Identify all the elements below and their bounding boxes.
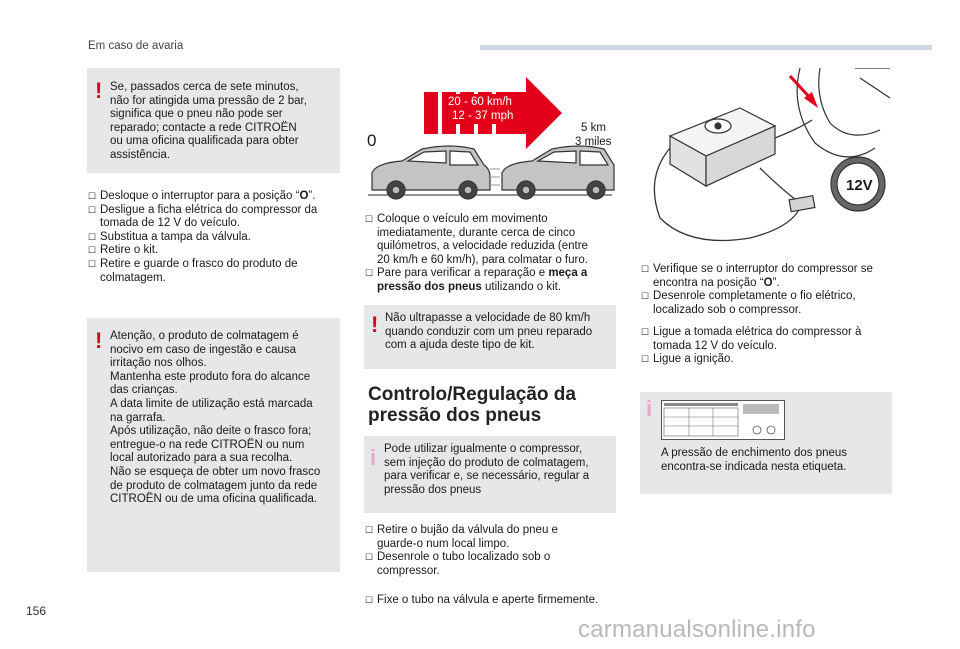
info-i-icon: i [370,445,377,470]
distance-km-label: 5 km [581,122,606,134]
list-item: ☐ Desligue a ficha elétrica do compressor da tomada de 12 V do veículo. [88,203,318,230]
list-item: ☐ Desloque o interruptor para a posição “O”. [88,190,316,202]
compressor-icon [670,108,775,186]
steps-fix-list [365,594,625,608]
list-item: ☐ Substitua a tampa da válvula. [88,230,251,243]
checkbox-bullet-icon: ☐ [365,268,374,279]
checkbox-bullet-icon: ☐ [88,204,97,215]
steps-connect-list [641,326,901,367]
checkbox-bullet-icon: ☐ [641,291,650,302]
running-header: Em caso de avaria [88,40,184,52]
steps-drive-list [365,213,615,295]
warning-speed-text: Não ultrapasse a velocidade de 80 km/h quando conduzir com um pneu reparado com a ajuda deste tipo de kit. [385,312,593,352]
warning-pressure-text: Se, passados cerca de sete minutos, não for atingida uma pressão de 2 bar, significa que o pneu não pode ser reparado; contacte a rede CITROËN ou uma oficina qualificada para obter assistência. [110,81,307,161]
list-item: ☐ Ligue a tomada elétrica do compressor à tomada 12 V do veículo. [641,326,862,352]
list-item: ☐ Verifique se o interruptor do compressor se encontra na posição “O”. [641,263,873,289]
compressor-illustration [640,68,890,248]
list-item: ☐ Retire o bujão da válvula do pneu e guarde-o num local limpo. [365,524,558,550]
list-item: ☐ Retire e guarde o frasco do produto de colmatagem. [88,257,298,284]
speed-kmh-label: 20 - 60 km/h [448,96,512,108]
info-label-text: A pressão de enchimento dos pneus encontra-se indicada nesta etiqueta. [661,447,848,473]
start-label: 0 [367,131,377,150]
steps-valve-list [365,524,615,578]
info-compressor-text: Pode utilizar igualmente o compressor, sem injeção do produto de colmatagem, para verificar e, se necessário, regular a pressão dos pneus [384,443,590,496]
checkbox-bullet-icon: ☐ [88,245,97,256]
section-title: Controlo/Regulação da pressão dos pneus [368,384,576,426]
tyre-icon [797,68,890,157]
page-number: 156 [26,604,47,618]
list-item: ☐ Fixe o tubo na válvula e aperte firmemente. [365,594,599,606]
checkbox-bullet-icon: ☐ [88,191,97,201]
checkbox-bullet-icon: ☐ [641,354,650,365]
list-item: ☐ Desenrole o tubo localizado sob o compressor. [365,551,551,577]
info-i-icon: i [646,396,653,421]
checkbox-bullet-icon: ☐ [365,525,374,535]
watermark: carmanualsonline.info [578,616,816,643]
list-item: ☐ Retire o kit. [88,244,159,257]
list-item: ☐ Desenrole completamente o fio elétrico, localizado sob o compressor. [641,290,856,316]
header-bar [480,45,932,50]
checkbox-bullet-icon: ☐ [365,552,374,563]
warning-exclamation-icon: ! [95,78,103,103]
list-item: ☐ Coloque o veículo em movimento imediatamente, durante cerca de cinco quilómetros, a velocidade reduzida (entre 20 km/h e 60 km/h), para colmatar o furo. [365,213,588,266]
checkbox-bullet-icon: ☐ [88,231,97,242]
moving-car-icon [502,146,614,199]
checkbox-bullet-icon: ☐ [641,327,650,337]
list-item: ☐ Ligue a ignição. [641,353,734,366]
tyre-pressure-label-image [661,400,785,440]
list-item: ☐ Pare para verificar a reparação e meça a pressão dos pneus utilizando o kit. [365,267,588,293]
checkbox-bullet-icon: ☐ [641,264,650,274]
socket-label: 12V [846,177,873,194]
warning-exclamation-icon: ! [95,328,103,353]
checkbox-bullet-icon: ☐ [365,214,374,224]
steps-check-list [641,263,901,317]
speed-mph-label: 12 - 37 mph [452,110,514,122]
distance-miles-label: 3 miles [575,136,612,148]
checkbox-bullet-icon: ☐ [365,595,374,605]
warning-product-text: Atenção, o produto de colmatagem é nocivo em caso de ingestão e causa irritação nos olhos. Mantenha este produto fora do alcance das crianças. A data limite de utilização está marcada na garrafa. Após utilização, não deite o frasco fora; entregue-o na rede CITROËN ou num local autorizado para a sua recolha. Não se esqueça de obter um novo frasco de produto de colmatagem junto da rede CITROËN ou de uma oficina qualificada. [110,330,321,506]
warning-exclamation-icon: ! [371,312,379,337]
car-icon [372,146,490,199]
steps-disconnect-list [88,190,338,285]
checkbox-bullet-icon: ☐ [88,258,97,269]
